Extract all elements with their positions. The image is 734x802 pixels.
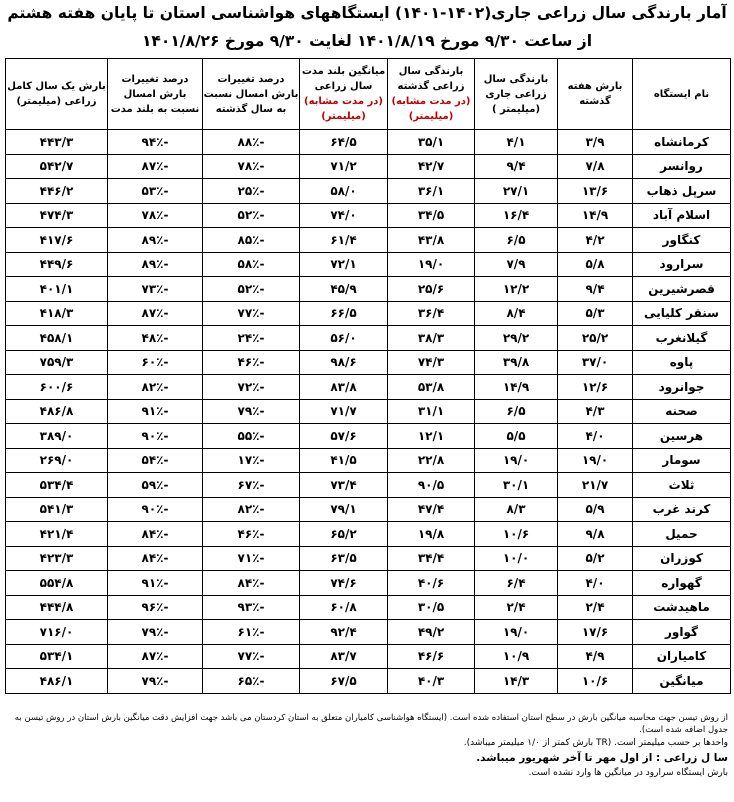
value-cell: ۷۱/۲ — [300, 154, 388, 179]
value-cell: ۵/۲ — [558, 546, 633, 571]
value-cell: ۶۶/۵ — [300, 301, 388, 326]
value-cell: ۵۸/۰ — [300, 179, 388, 204]
value-cell: ۴۲۱/۴ — [6, 522, 108, 547]
value-cell: ۷۱/۷ — [300, 399, 388, 424]
value-cell: -۷۷٪ — [203, 644, 300, 669]
value-cell: -۷۷٪ — [203, 301, 300, 326]
value-cell: ۳۴/۴ — [388, 546, 475, 571]
value-cell: ۳۵/۱ — [388, 130, 475, 155]
value-cell: ۶۱/۴ — [300, 228, 388, 253]
value-cell: ۴/۰ — [558, 571, 633, 596]
value-cell: ۱۰/۶ — [558, 669, 633, 694]
station-name-cell: کرند غرب — [633, 497, 731, 522]
station-name-cell: ماهیدشت — [633, 595, 731, 620]
value-cell: -۷۹٪ — [203, 399, 300, 424]
value-cell: -۷۹٪ — [108, 669, 203, 694]
table-row — [6, 277, 731, 302]
value-cell: -۸۴٪ — [108, 522, 203, 547]
value-cell: ۴۷۴/۳ — [6, 203, 108, 228]
value-cell: ۹۲/۴ — [300, 620, 388, 645]
value-cell: ۴/۰ — [558, 424, 633, 449]
value-cell: ۵۳۴/۱ — [6, 644, 108, 669]
value-cell: ۴۴۶/۲ — [6, 179, 108, 204]
station-name-cell: میانگین — [633, 669, 731, 694]
table-row — [6, 130, 731, 155]
column-header-label: درصد تغییرات بارش امسال نسبت به بلند مدت — [110, 73, 200, 115]
value-cell: ۴۹/۲ — [388, 620, 475, 645]
value-cell: ۳۱/۱ — [388, 399, 475, 424]
value-cell: -۹۱٪ — [108, 399, 203, 424]
station-name-cell: پاوه — [633, 350, 731, 375]
column-header — [6, 59, 108, 130]
table-body — [6, 130, 731, 694]
value-cell: -۶۵٪ — [203, 669, 300, 694]
value-cell: ۵۴۲/۷ — [6, 154, 108, 179]
value-cell: ۶۷/۵ — [300, 669, 388, 694]
station-name-cell: کامیاران — [633, 644, 731, 669]
table-row — [6, 669, 731, 694]
value-cell: -۶۷٪ — [203, 473, 300, 498]
column-header — [388, 59, 475, 130]
table-row — [6, 399, 731, 424]
value-cell: ۱۹/۰ — [475, 620, 558, 645]
value-cell: ۸۳/۸ — [300, 375, 388, 400]
value-cell: ۵/۳ — [558, 301, 633, 326]
value-cell: ۶۳/۵ — [300, 546, 388, 571]
value-cell: -۵۲٪ — [203, 203, 300, 228]
value-cell: -۷۱٪ — [203, 546, 300, 571]
station-name-cell: سرپل ذهاب — [633, 179, 731, 204]
value-cell: ۳/۹ — [558, 130, 633, 155]
value-cell: -۷۲٪ — [203, 375, 300, 400]
column-header-label: بارش هفته گذشته — [567, 81, 623, 107]
station-name-cell: گواور — [633, 620, 731, 645]
value-cell: -۸۴٪ — [203, 571, 300, 596]
value-cell: ۲۲/۸ — [388, 448, 475, 473]
footnote-method: از روش تیسن جهت محاسبه میانگین بارش در سطح استان استفاده شده است. (ایستگاه هواشناسی کامیاران متعلق به استان کردستان می باشد جهت افزایش دقت میانگین بارش استان در روش تیسن به جدول اضافه شده است). — [14, 713, 728, 735]
table-row — [6, 301, 731, 326]
value-cell: ۱۳/۶ — [558, 179, 633, 204]
value-cell: -۸۵٪ — [203, 228, 300, 253]
value-cell: ۲۵/۶ — [388, 277, 475, 302]
value-cell: ۴۴۳/۳ — [6, 130, 108, 155]
value-cell: -۲۴٪ — [203, 326, 300, 351]
table-row — [6, 424, 731, 449]
table-row — [6, 350, 731, 375]
value-cell: -۸۸٪ — [203, 130, 300, 155]
value-cell: -۸۲٪ — [108, 375, 203, 400]
table-row — [6, 473, 731, 498]
value-cell: ۵۵۴/۸ — [6, 571, 108, 596]
value-cell: ۳۸۹/۰ — [6, 424, 108, 449]
value-cell: ۹/۴ — [558, 277, 633, 302]
value-cell: ۶۵/۲ — [300, 522, 388, 547]
report-period: از ساعت ۹/۳۰ مورخ ۱۴۰۱/۸/۱۹ لغایت ۹/۳۰ مورخ ۱۴۰۱/۸/۲۶ — [141, 32, 593, 50]
value-cell: ۵۳۴/۴ — [6, 473, 108, 498]
value-cell: ۴۶/۶ — [388, 644, 475, 669]
column-header-label: میانگین بلند مدت سال زراعی — [301, 66, 386, 92]
value-cell: ۲/۴ — [475, 595, 558, 620]
value-cell: ۷۹/۱ — [300, 497, 388, 522]
station-name-cell: گیلانغرب — [633, 326, 731, 351]
value-cell: ۳۴/۵ — [388, 203, 475, 228]
column-header-label: بارندگی سال زراعی گذشته — [397, 66, 465, 92]
column-header — [203, 59, 300, 130]
station-name-cell: سرارود — [633, 252, 731, 277]
value-cell: ۴/۲ — [558, 228, 633, 253]
value-cell: ۷/۹ — [475, 252, 558, 277]
table-row — [6, 154, 731, 179]
value-cell: ۵۴۱/۳ — [6, 497, 108, 522]
value-cell: -۹۱٪ — [108, 571, 203, 596]
column-header-label: بارندگی سال زراعی جاری (میلیمتر ) — [483, 73, 549, 115]
value-cell: ۷۳/۴ — [300, 473, 388, 498]
value-cell: ۱۷/۶ — [558, 620, 633, 645]
value-cell: ۱۲/۱ — [388, 424, 475, 449]
value-cell: ۴۸۶/۱ — [6, 669, 108, 694]
value-cell: -۴۸٪ — [108, 326, 203, 351]
table-row — [6, 497, 731, 522]
value-cell: ۱۲/۶ — [558, 375, 633, 400]
column-header — [558, 59, 633, 130]
column-header — [633, 59, 731, 130]
value-cell: ۱۶/۴ — [475, 203, 558, 228]
value-cell: -۹۶٪ — [108, 595, 203, 620]
value-cell: -۷۸٪ — [203, 154, 300, 179]
value-cell: ۲۹/۲ — [475, 326, 558, 351]
value-cell: ۴۵۸/۱ — [6, 326, 108, 351]
value-cell: ۳۹/۸ — [475, 350, 558, 375]
value-cell: ۵/۵ — [475, 424, 558, 449]
value-cell: ۳۰/۱ — [475, 473, 558, 498]
value-cell: ۴۳/۸ — [388, 228, 475, 253]
value-cell: ۴۰/۳ — [388, 669, 475, 694]
value-cell: ۴/۹ — [558, 644, 633, 669]
value-cell: ۵۶/۰ — [300, 326, 388, 351]
footnote-units: واحدها بر حسب میلیمتر است. (TR بارش کمتر از ۱/۰ میلیمتر میباشد). — [463, 738, 728, 748]
value-cell: ۵/۹ — [558, 497, 633, 522]
station-name-cell: سومار — [633, 448, 731, 473]
value-cell: ۹۰/۵ — [388, 473, 475, 498]
station-name-cell: روانسر — [633, 154, 731, 179]
value-cell: ۴۰/۶ — [388, 571, 475, 596]
value-cell: ۱۹/۸ — [388, 522, 475, 547]
value-cell: ۳۸/۳ — [388, 326, 475, 351]
value-cell: ۸/۴ — [475, 301, 558, 326]
station-name-cell: اسلام آباد — [633, 203, 731, 228]
footnote-sararud: بارش ایستگاه سرارود در میانگین ها وارد نشده است. — [528, 768, 728, 778]
table-row — [6, 179, 731, 204]
station-name-cell: ثلاث — [633, 473, 731, 498]
value-cell: ۲۷/۱ — [475, 179, 558, 204]
value-cell: ۴۱۷/۶ — [6, 228, 108, 253]
value-cell: ۴۱/۵ — [300, 448, 388, 473]
value-cell: -۵۵٪ — [203, 424, 300, 449]
table-row — [6, 326, 731, 351]
value-cell: -۱۷٪ — [203, 448, 300, 473]
value-cell: ۴۰۱/۱ — [6, 277, 108, 302]
column-header — [475, 59, 558, 130]
column-header-note: (در مدت مشابه) (میلیمتر) — [304, 96, 383, 122]
value-cell: ۸۳/۷ — [300, 644, 388, 669]
table-row — [6, 546, 731, 571]
value-cell: ۱۲/۲ — [475, 277, 558, 302]
footnotes — [6, 712, 728, 780]
value-cell: ۱۰/۰ — [475, 546, 558, 571]
value-cell: ۱۹/۰ — [558, 448, 633, 473]
value-cell: -۶۱٪ — [203, 620, 300, 645]
value-cell: -۵۹٪ — [108, 473, 203, 498]
value-cell: -۷۳٪ — [108, 277, 203, 302]
value-cell: ۷۲/۱ — [300, 252, 388, 277]
value-cell: ۴۸۶/۸ — [6, 399, 108, 424]
station-name-cell: گهواره — [633, 571, 731, 596]
value-cell: ۱۹/۰ — [475, 448, 558, 473]
value-cell: ۵/۸ — [558, 252, 633, 277]
value-cell: -۹۳٪ — [203, 595, 300, 620]
value-cell: ۳۰/۵ — [388, 595, 475, 620]
value-cell: ۶/۵ — [475, 228, 558, 253]
station-name-cell: جوانرود — [633, 375, 731, 400]
table-row — [6, 375, 731, 400]
value-cell: ۶/۴ — [475, 571, 558, 596]
value-cell: -۵۸٪ — [203, 252, 300, 277]
station-name-cell: هرسین — [633, 424, 731, 449]
value-cell: -۴۶٪ — [203, 350, 300, 375]
value-cell: ۴/۳ — [558, 399, 633, 424]
value-cell: -۸۴٪ — [108, 546, 203, 571]
footnote-crop-year: سا ل زراعی : از اول مهر تا آخر شهریور میباشد. — [476, 752, 728, 764]
value-cell: ۷/۸ — [558, 154, 633, 179]
table-row — [6, 228, 731, 253]
value-cell: ۶۰/۸ — [300, 595, 388, 620]
value-cell: -۶۰٪ — [108, 350, 203, 375]
value-cell: ۹/۸ — [558, 522, 633, 547]
value-cell: -۵۳٪ — [108, 179, 203, 204]
value-cell: -۷۸٪ — [108, 203, 203, 228]
value-cell: -۸۷٪ — [108, 154, 203, 179]
value-cell: ۸/۳ — [475, 497, 558, 522]
value-cell: ۹/۴ — [475, 154, 558, 179]
value-cell: ۷۴/۰ — [300, 203, 388, 228]
value-cell: ۱۰/۹ — [475, 644, 558, 669]
value-cell: -۸۷٪ — [108, 301, 203, 326]
station-name-cell: صحنه — [633, 399, 731, 424]
value-cell: -۵۴٪ — [108, 448, 203, 473]
station-name-cell: کوزران — [633, 546, 731, 571]
table-row — [6, 203, 731, 228]
value-cell: ۲۶۹/۰ — [6, 448, 108, 473]
value-cell: ۶۴/۵ — [300, 130, 388, 155]
value-cell: ۱۴/۳ — [475, 669, 558, 694]
value-cell: ۴۴۹/۶ — [6, 252, 108, 277]
value-cell: ۲/۴ — [558, 595, 633, 620]
table-header-row — [6, 59, 731, 130]
value-cell: -۸۹٪ — [108, 228, 203, 253]
value-cell: ۲۵/۲ — [558, 326, 633, 351]
value-cell: -۷۹٪ — [108, 620, 203, 645]
value-cell: ۱۴/۹ — [475, 375, 558, 400]
value-cell: ۴۱۸/۳ — [6, 301, 108, 326]
station-name-cell: حمیل — [633, 522, 731, 547]
value-cell: ۷۱۶/۰ — [6, 620, 108, 645]
value-cell: ۳۶/۱ — [388, 179, 475, 204]
value-cell: ۱۴/۹ — [558, 203, 633, 228]
column-header-label: بارش یک سال کامل زراعی (میلیمتر) — [7, 81, 106, 107]
value-cell: ۴/۱ — [475, 130, 558, 155]
station-name-cell: قصرشیرین — [633, 277, 731, 302]
column-header — [300, 59, 388, 130]
value-cell: ۹۸/۶ — [300, 350, 388, 375]
rainfall-table — [5, 58, 731, 694]
station-name-cell: کرمانشاه — [633, 130, 731, 155]
value-cell: ۷۴/۶ — [300, 571, 388, 596]
value-cell: ۷۴/۳ — [388, 350, 475, 375]
table-row — [6, 595, 731, 620]
column-header — [108, 59, 203, 130]
value-cell: ۶۰۰/۶ — [6, 375, 108, 400]
value-cell: -۵۲٪ — [203, 277, 300, 302]
report-title: آمار بارندگی سال زراعی جاری(۱۴۰۲-۱۴۰۱) ایستگاههای هواشناسی استان تا پایان هفته هشتم — [7, 4, 727, 22]
table-row — [6, 448, 731, 473]
value-cell: ۱۰/۶ — [475, 522, 558, 547]
value-cell: ۶/۵ — [475, 399, 558, 424]
value-cell: ۴۲۳/۳ — [6, 546, 108, 571]
value-cell: ۴۴۴/۸ — [6, 595, 108, 620]
value-cell: -۴۶٪ — [203, 522, 300, 547]
value-cell: -۸۲٪ — [203, 497, 300, 522]
value-cell: ۴۵/۹ — [300, 277, 388, 302]
value-cell: -۹۰٪ — [108, 497, 203, 522]
value-cell: ۳۶/۴ — [388, 301, 475, 326]
value-cell: ۲۱/۷ — [558, 473, 633, 498]
value-cell: ۵۷/۶ — [300, 424, 388, 449]
station-name-cell: کنگاور — [633, 228, 731, 253]
value-cell: -۹۰٪ — [108, 424, 203, 449]
station-name-cell: سنقر کلیایی — [633, 301, 731, 326]
value-cell: ۳۷/۰ — [558, 350, 633, 375]
value-cell: -۹۴٪ — [108, 130, 203, 155]
value-cell: ۱۹/۰ — [388, 252, 475, 277]
value-cell: ۷۵۹/۳ — [6, 350, 108, 375]
table-row — [6, 620, 731, 645]
value-cell: -۲۵٪ — [203, 179, 300, 204]
column-header-label: نام ایستگاه — [653, 88, 710, 100]
table-row — [6, 571, 731, 596]
table-row — [6, 522, 731, 547]
value-cell: ۵۳/۸ — [388, 375, 475, 400]
value-cell: -۸۹٪ — [108, 252, 203, 277]
column-header-note: (در مدت مشابه) (میلیمتر) — [391, 96, 471, 122]
table-row — [6, 644, 731, 669]
value-cell: ۴۲/۷ — [388, 154, 475, 179]
value-cell: -۸۷٪ — [108, 644, 203, 669]
table-row — [6, 252, 731, 277]
value-cell: ۴۷/۴ — [388, 497, 475, 522]
column-header-label: درصد تغییرات بارش امسال نسبت به سال گذشته — [203, 73, 299, 115]
